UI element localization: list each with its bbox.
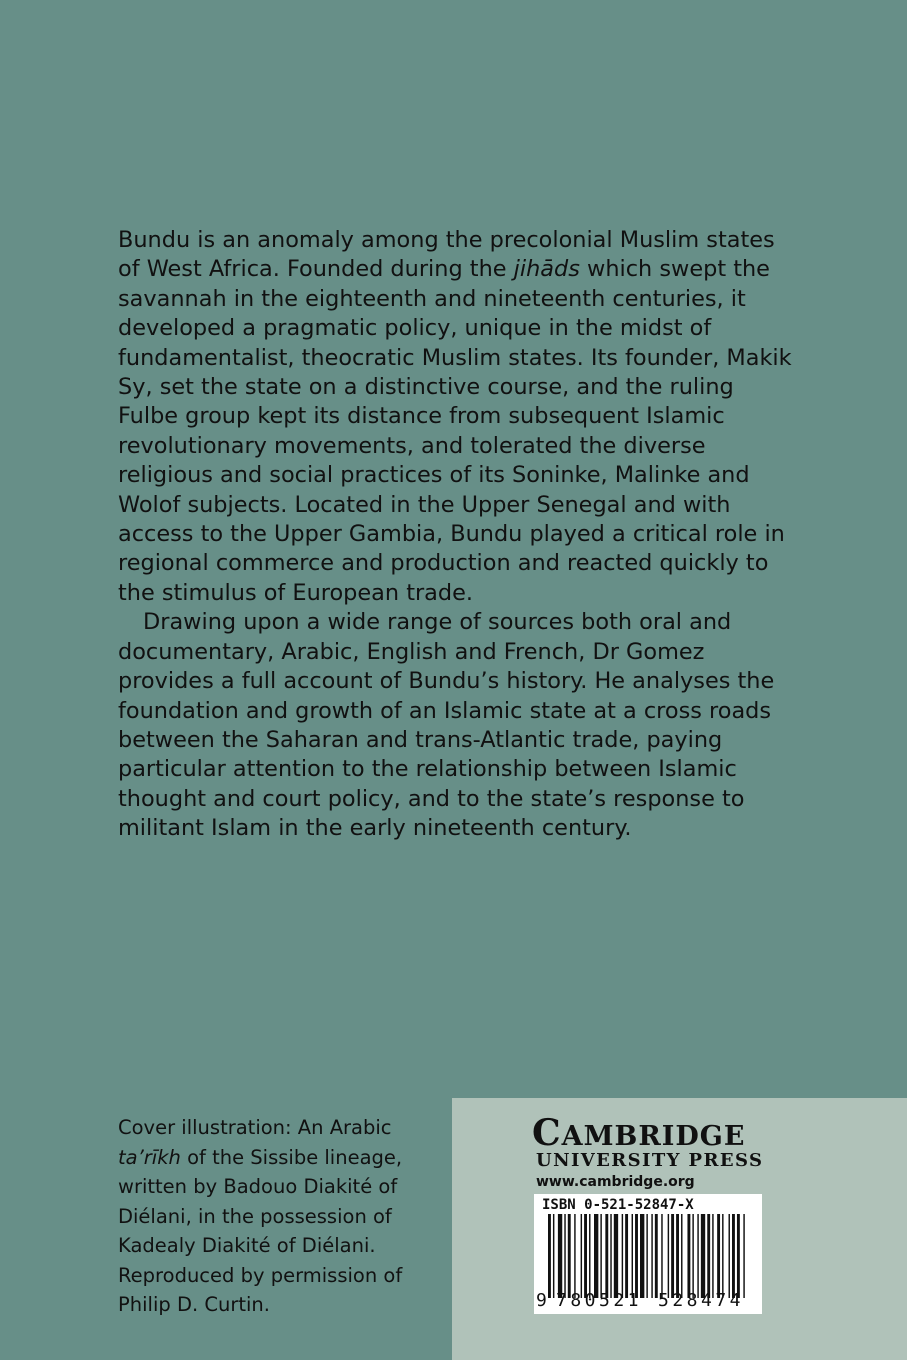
publisher-website: www.cambridge.org [536,1174,695,1190]
italic-term-tarikh: ta’rīkh [118,1145,181,1169]
isbn-barcode: ISBN 0-521-52847-X 9 780521 528474 [534,1194,762,1314]
back-cover-description [118,226,798,844]
description-paragraph-1: Bundu is an anomaly among the precolonial Muslim states of West Africa. Founded during the jihāds which swept the savannah in the eighteenth and nineteenth centuries, it developed a pragmatic policy, unique in the midst of fundamentalist, theocratic Muslim states. Its founder, Makik Sy, set the state on a distinctive course, and the ruling Fulbe group kept its distance from subsequent Islamic revolutionary movements, and tolerated the diverse religious and social practices of its Soninke, Malinke and Wolof subjects. Located in the Upper Senegal and with access to the Upper Gambia, Bundu played a critical role in regional commerce and production and reacted quickly to the stimulus of European trade. [118,227,792,606]
isbn-label: ISBN 0-521-52847-X [542,1197,694,1213]
cover-illustration-credit: Cover illustration: An Arabic ta’rīkh of the Sissibe lineage, written by Badouo Diakité of Diélani, in the possession of Kadealy Diakité of Diélani. Reproduced by permission of Philip D. Curtin. [118,1116,403,1316]
publisher-panel [452,1098,907,1360]
publisher-subtitle: UNIVERSITY PRESS [536,1150,764,1171]
description-paragraph-2: Drawing upon a wide range of sources both oral and documentary, Arabic, English and French, Dr Gomez provides a full account of Bundu’s history. He analyses the foundation and growth of an Islamic state at a cross roads between the Saharan and trans-Atlantic trade, paying particular attention to the relationship between Islamic thought and court policy, and to the state’s response to militant Islam in the early nineteenth century. [118,609,775,842]
italic-term-jihads: jihāds [513,256,580,283]
barcode-bars-icon [548,1214,760,1298]
publisher-logo: CAMBRIDGE [532,1112,746,1154]
